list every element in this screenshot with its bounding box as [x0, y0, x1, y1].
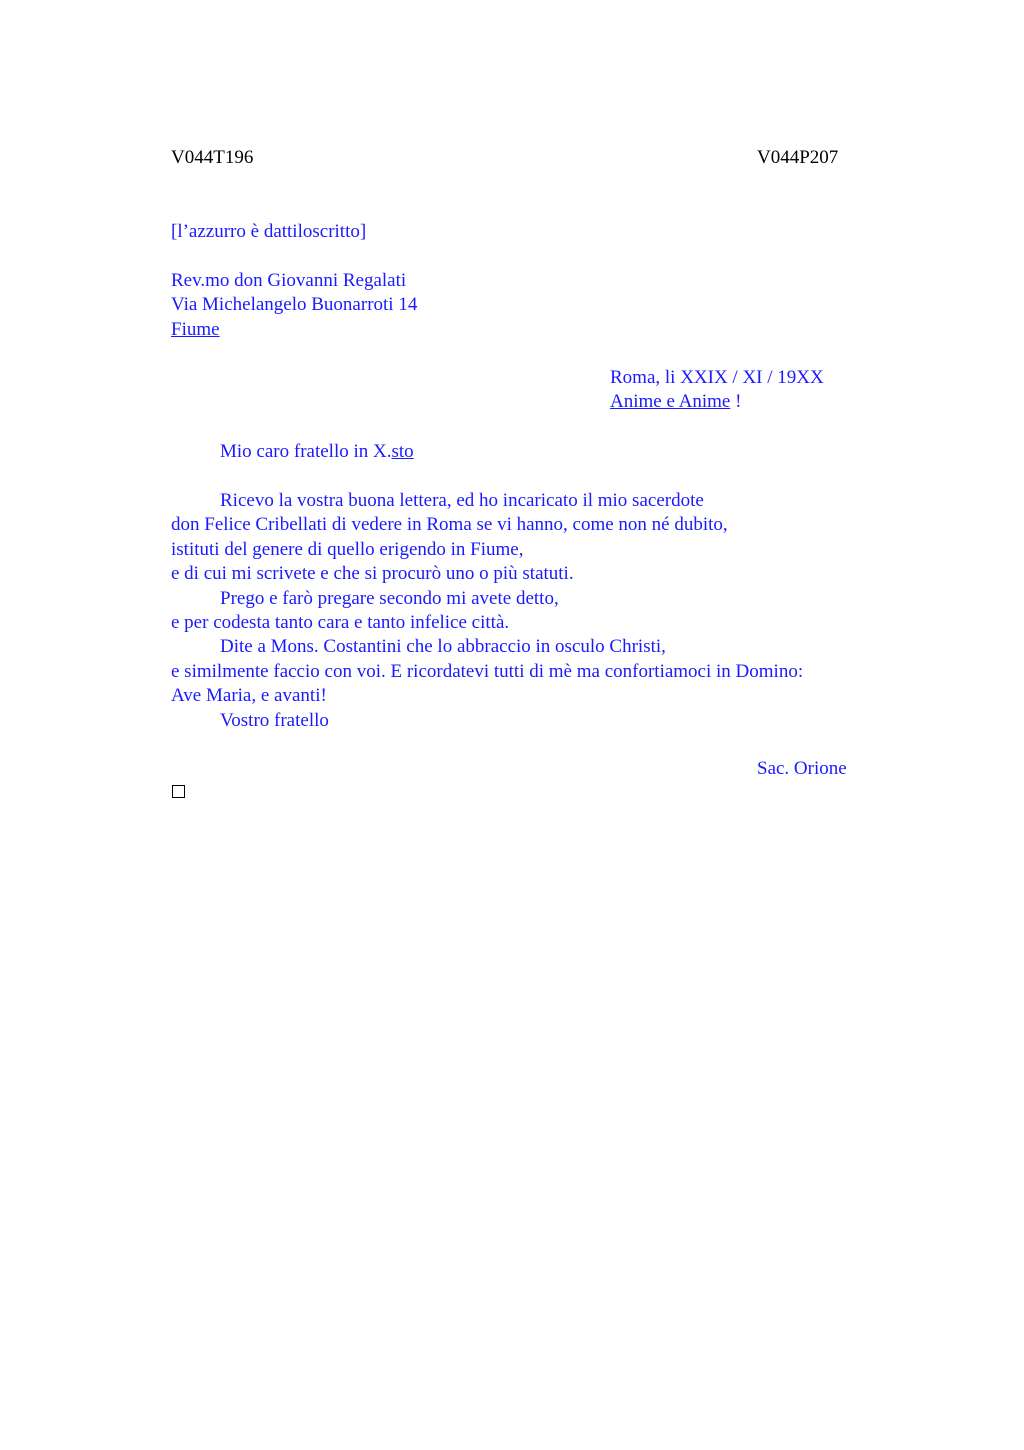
- dateline: [610, 366, 824, 415]
- document-code-left: V044T196: [171, 147, 254, 168]
- place-date: Roma, li XXIX / XI / 19XX: [610, 367, 824, 388]
- body-line: Ricevo la vostra buona lettera, ed ho incaricato il mio sacerdote: [220, 490, 704, 511]
- salutation-prefix: Mio caro fratello in X.: [220, 441, 392, 462]
- editorial-note: [l’azzurro è dattiloscritto]: [171, 221, 367, 242]
- body-line: don Felice Cribellati di vedere in Roma se vi hanno, come non né dubito,: [171, 514, 728, 536]
- document-code-right: V044P207: [757, 147, 839, 168]
- salutation: [220, 440, 414, 464]
- address-city: Fiume: [171, 318, 220, 340]
- body-line: e similmente faccio con voi. E ricordatevi tutti di mè ma confortiamoci in Domino:: [171, 660, 804, 682]
- address-line-2: Via Michelangelo Buonarroti 14: [171, 294, 418, 316]
- end-marker-square: [172, 785, 185, 798]
- body-line: Ave Maria, e avanti!: [171, 685, 327, 707]
- salutation-suffix: sto: [391, 441, 414, 462]
- motto-line: [610, 390, 824, 414]
- body-line: Prego e farò pregare secondo mi avete detto,: [220, 587, 559, 609]
- letter-body: [171, 489, 803, 733]
- recipient-address: [171, 269, 417, 342]
- address-line-1: Rev.mo don Giovanni Regalati: [171, 270, 407, 291]
- body-line: e di cui mi scrivete e che si procurò uno o più statuti.: [171, 563, 574, 585]
- body-line: e per codesta tanto cara e tanto infelice città.: [171, 612, 510, 634]
- body-line: istituti del genere di quello erigendo in Fiume,: [171, 538, 524, 560]
- motto: Anime e Anime: [610, 391, 731, 413]
- motto-suffix: !: [730, 391, 742, 413]
- body-line: Vostro fratello: [220, 709, 329, 731]
- signature: Sac. Orione: [757, 758, 847, 779]
- body-line: Dite a Mons. Costantini che lo abbraccio in osculo Christi,: [220, 636, 666, 658]
